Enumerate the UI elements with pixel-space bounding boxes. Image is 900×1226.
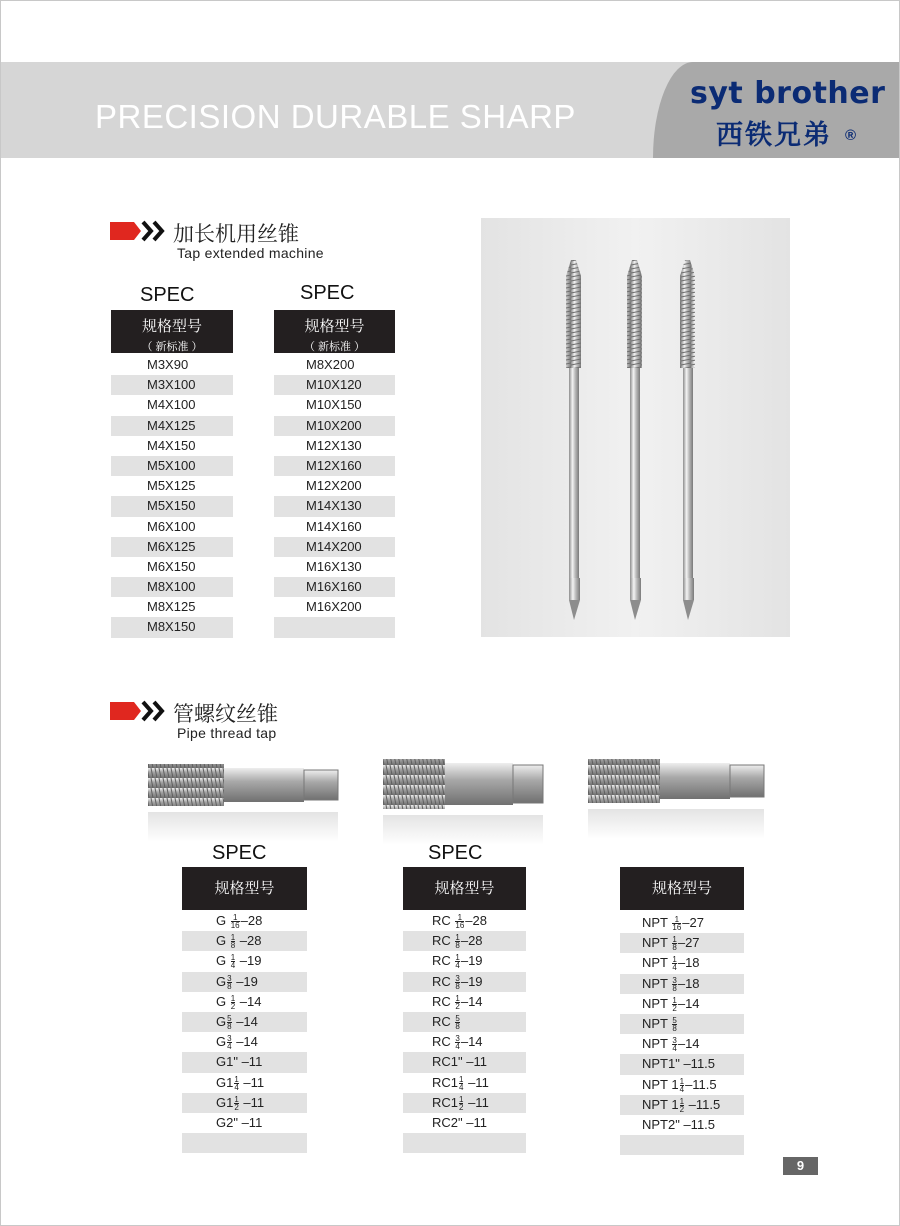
table-row: M10X200 [274,416,395,436]
table-row: M12X160 [274,456,395,476]
fraction-denominator: 2 [455,1001,460,1011]
spec-label: SPEC [428,842,483,864]
page-number: 9 [783,1157,818,1175]
row-suffix: –27 [682,915,704,930]
fraction-numerator: 1 [455,993,460,1003]
row-suffix: –14 [677,995,700,1011]
spec-label: SPEC [300,282,355,304]
table-header-cn: 规格型号 [214,880,275,897]
fraction [672,977,676,992]
table-header [403,867,526,910]
fraction [672,956,676,971]
row-prefix: RC [432,973,455,989]
fraction [672,1017,676,1032]
row-prefix: NPT [642,995,672,1011]
row-prefix: NPT [642,975,672,991]
row-prefix: NPT [642,1036,672,1052]
spec-table-right [274,355,395,638]
table-row [403,1093,526,1113]
row-prefix: NPT 1 [642,1096,679,1112]
fraction-numerator: 1 [455,953,460,963]
table-row: M14X200 [274,537,395,557]
row-suffix: –14 [236,993,262,1009]
row-suffix: –11.5 [685,1096,721,1112]
fraction [231,914,240,929]
fraction-numerator: 1 [234,1074,239,1084]
row-prefix: G2" –11 [216,1114,263,1130]
table-row: M16X130 [306,558,362,574]
fraction-denominator: 4 [672,1044,677,1054]
tap-3 [680,260,695,620]
table-row [403,972,526,992]
table-row [403,931,526,951]
table-row [620,913,744,933]
table-row: M12X130 [306,437,362,453]
fraction [672,997,676,1012]
row-suffix: –19 [460,973,483,989]
table-row: M4X100 [147,397,196,413]
table-row: M14X130 [274,496,395,516]
fraction-numerator: 5 [227,1014,232,1023]
fraction-denominator: 8 [455,941,460,951]
fraction [455,995,459,1010]
fraction-denominator: 4 [459,1082,464,1092]
table-row: M16X200 [306,599,362,615]
fraction-denominator: 2 [230,1001,236,1011]
spec-table-left [111,355,233,638]
table-row [403,1032,526,1052]
row-prefix: RC1 [432,1094,459,1110]
table-row: M6X100 [147,518,196,534]
table-header-cn: 规格型号 [651,880,712,897]
fraction-numerator: 1 [234,1094,239,1104]
fraction-denominator: 2 [234,1102,239,1112]
table-row [403,992,526,1012]
table-row [403,1052,526,1072]
fraction-numerator: 1 [679,1096,685,1106]
row-prefix: NPT 1 [642,1076,679,1092]
table-row [403,1012,526,1032]
row-prefix: G1 [216,1094,234,1110]
section-arrow-icon [110,699,170,723]
table-row [182,1052,307,1072]
row-suffix: –19 [236,953,262,969]
row-suffix: –11 [239,1074,265,1090]
fraction [672,1037,676,1052]
fraction [455,954,459,969]
row-suffix: –19 [460,953,483,969]
fraction-numerator: 5 [455,1014,460,1023]
row-prefix: RC1" –11 [432,1054,487,1070]
table-header-cn: 规格型号 [434,880,495,897]
section1-title-cn: 加长机用丝锥 [173,223,299,246]
pipe-tap-image-rc [381,755,545,850]
table-row: M3X100 [111,375,233,395]
fraction-numerator: 3 [455,1034,460,1044]
row-prefix: G [216,993,230,1009]
table-row: M12X200 [306,478,362,494]
table-row [620,994,744,1014]
fraction-numerator: 1 [230,953,236,963]
fraction [234,1096,238,1111]
fraction-numerator: 1 [672,916,681,924]
tap-1 [566,260,581,620]
fraction-numerator: 1 [455,933,460,943]
fraction-denominator: 8 [230,941,236,951]
row-prefix: G1" –11 [216,1054,263,1070]
fraction-numerator: 1 [231,914,240,922]
table-row: M5X125 [147,478,196,494]
table-row: M8X125 [147,599,196,615]
fraction [455,914,464,929]
table-row [620,1054,744,1074]
fraction-denominator: 8 [672,1024,677,1033]
table-row [182,1032,307,1052]
fraction-denominator: 4 [455,1042,460,1052]
fraction-denominator: 2 [679,1104,685,1114]
row-prefix: G [216,973,227,989]
row-prefix: G [216,913,230,928]
table-row [620,1095,744,1115]
fraction-numerator: 1 [455,914,464,922]
row-suffix: –28 [465,913,487,928]
fraction-numerator: 1 [230,933,236,943]
table-row: M6X150 [147,558,196,574]
table-row [182,1093,307,1113]
section2-title-en: Pipe thread tap [177,725,277,741]
row-prefix: NPT1" –11.5 [642,1056,716,1072]
table-row: M8X200 [306,357,355,372]
fraction-denominator: 16 [672,923,682,933]
table-row [182,972,307,992]
table-row [403,1113,526,1133]
fraction [231,934,235,949]
table-row [274,617,395,637]
table-header [620,867,744,910]
row-prefix: NPT [642,915,672,930]
row-prefix: RC [432,953,455,969]
row-suffix: –18 [677,975,700,991]
table-row [182,992,307,1012]
fraction [459,1076,463,1091]
table-row: M14X160 [306,518,362,534]
table-row [403,1133,526,1153]
fraction-numerator: 1 [672,935,677,945]
fraction-denominator: 4 [227,1042,232,1052]
table-row: M10X120 [274,375,395,395]
table-row [620,1135,744,1155]
section-arrow-icon [110,219,170,243]
brand-name-cn: 西铁兄弟 [716,120,832,150]
section1-title-en: Tap extended machine [177,245,324,261]
fraction [455,934,459,949]
table-row: M8X100 [111,577,233,597]
fraction-denominator: 8 [455,1022,460,1031]
table-row [620,1075,744,1095]
spec-table-npt [620,913,744,1155]
table-row [620,1034,744,1054]
row-prefix: RC [432,913,455,928]
row-prefix: NPT [642,1015,672,1031]
table-row: M5X150 [111,496,233,516]
table-row [403,1073,526,1093]
table-row [182,1113,307,1133]
table-row: M10X150 [306,397,362,413]
table-row [182,1133,307,1153]
row-prefix: RC [432,1013,455,1029]
fraction-numerator: 1 [459,1074,464,1084]
row-suffix: –19 [232,973,258,989]
fraction-denominator: 4 [672,963,677,973]
table-row [403,911,526,931]
fraction-numerator: 3 [227,973,232,983]
fraction-denominator: 16 [230,921,240,931]
row-prefix: G [216,933,230,949]
row-suffix: –14 [232,1034,258,1050]
row-suffix: –11 [464,1094,489,1110]
table-row: M16X160 [274,577,395,597]
table-row: M5X100 [111,456,233,476]
table-header [111,310,233,353]
table-row [182,1073,307,1093]
fraction-denominator: 4 [234,1082,239,1092]
row-prefix: RC [432,993,455,1009]
fraction-numerator: 1 [672,995,677,1005]
row-prefix: RC2" –11 [432,1114,487,1130]
fraction-numerator: 3 [227,1034,232,1044]
brand-name-en: syt brother [690,76,886,111]
fraction-denominator: 4 [455,961,460,971]
row-prefix: RC [432,1034,455,1050]
table-row [620,1115,744,1135]
row-suffix: –11 [239,1094,265,1110]
product-photo-extended-taps [481,218,790,637]
row-prefix: NPT [642,935,672,951]
pipe-tap-image-npt [586,755,766,845]
section2-title-cn: 管螺纹丝锥 [173,703,278,726]
row-prefix: NPT2" –11.5 [642,1116,716,1132]
registered-mark: ® [845,127,857,144]
table-row [620,953,744,973]
fraction [234,1076,238,1091]
table-row [620,1014,744,1034]
row-prefix: RC1 [432,1074,459,1090]
fraction [672,916,681,931]
table-header [182,867,307,910]
pipe-tap-image-g [146,758,340,848]
fraction-denominator: 8 [672,983,677,993]
table-header-sub: （ 新标准 ） [141,341,203,353]
fraction-denominator: 8 [672,943,677,953]
fraction [455,975,459,990]
fraction-denominator: 8 [227,981,232,991]
table-row [182,951,307,971]
row-suffix: –11 [464,1074,489,1090]
fraction [680,1098,684,1113]
banner-slogan: PRECISION DURABLE SHARP [95,98,576,135]
table-row [403,951,526,971]
fraction-numerator: 1 [679,1076,685,1086]
table-row: M6X125 [111,537,233,557]
fraction [672,936,676,951]
table-row [182,911,307,931]
fraction-numerator: 3 [672,1036,677,1046]
row-suffix: –14 [677,1036,700,1052]
row-suffix: –14 [460,1034,483,1050]
spec-label: SPEC [212,842,267,864]
row-suffix: –11.5 [685,1076,717,1092]
fraction-denominator: 4 [679,1084,685,1094]
extended-taps-illustration [481,218,790,637]
fraction-numerator: 1 [672,955,677,965]
fraction [227,1015,231,1030]
fraction-numerator: 3 [455,973,460,983]
fraction-denominator: 2 [459,1102,464,1112]
fraction [227,1035,231,1050]
fraction-numerator: 1 [230,993,236,1003]
fraction [231,995,235,1010]
fraction-denominator: 2 [672,1003,677,1013]
fraction [459,1096,463,1111]
fraction-denominator: 4 [230,961,236,971]
table-row [620,974,744,994]
row-suffix: –28 [460,933,483,949]
row-prefix: G [216,1013,227,1029]
table-header-cn: 规格型号 [304,318,365,335]
row-prefix: G [216,953,230,969]
row-suffix: –27 [677,935,700,951]
row-prefix: G [216,1034,227,1050]
table-row: M3X90 [147,357,189,372]
table-header [274,310,395,353]
table-row: M8X150 [111,617,233,637]
fraction [231,954,235,969]
spec-label: SPEC [140,284,195,306]
row-prefix: G1 [216,1074,234,1090]
row-prefix: RC [432,933,455,949]
fraction [227,975,231,990]
table-header-cn: 规格型号 [141,318,202,335]
fraction [455,1015,459,1030]
table-row [182,1012,307,1032]
tap-2 [627,260,642,620]
spec-table-g [182,911,307,1153]
table-row: M4X150 [147,437,196,453]
table-row [620,933,744,953]
fraction-denominator: 8 [455,981,460,991]
fraction-numerator: 1 [459,1094,464,1104]
row-prefix: NPT [642,955,672,971]
row-suffix: –28 [240,913,263,928]
fraction-denominator: 8 [227,1022,232,1031]
row-suffix: –14 [232,1013,258,1029]
table-header-sub: （ 新标准 ） [303,341,366,353]
fraction [680,1078,684,1093]
fraction [455,1035,459,1050]
row-suffix: –14 [460,993,483,1009]
spec-table-rc [403,911,526,1153]
table-row: M4X125 [111,416,233,436]
row-suffix: –28 [236,933,262,949]
fraction-numerator: 3 [672,975,677,985]
fraction-denominator: 16 [455,921,465,931]
table-row [182,931,307,951]
row-suffix: –18 [677,955,700,971]
fraction-numerator: 5 [672,1016,677,1025]
